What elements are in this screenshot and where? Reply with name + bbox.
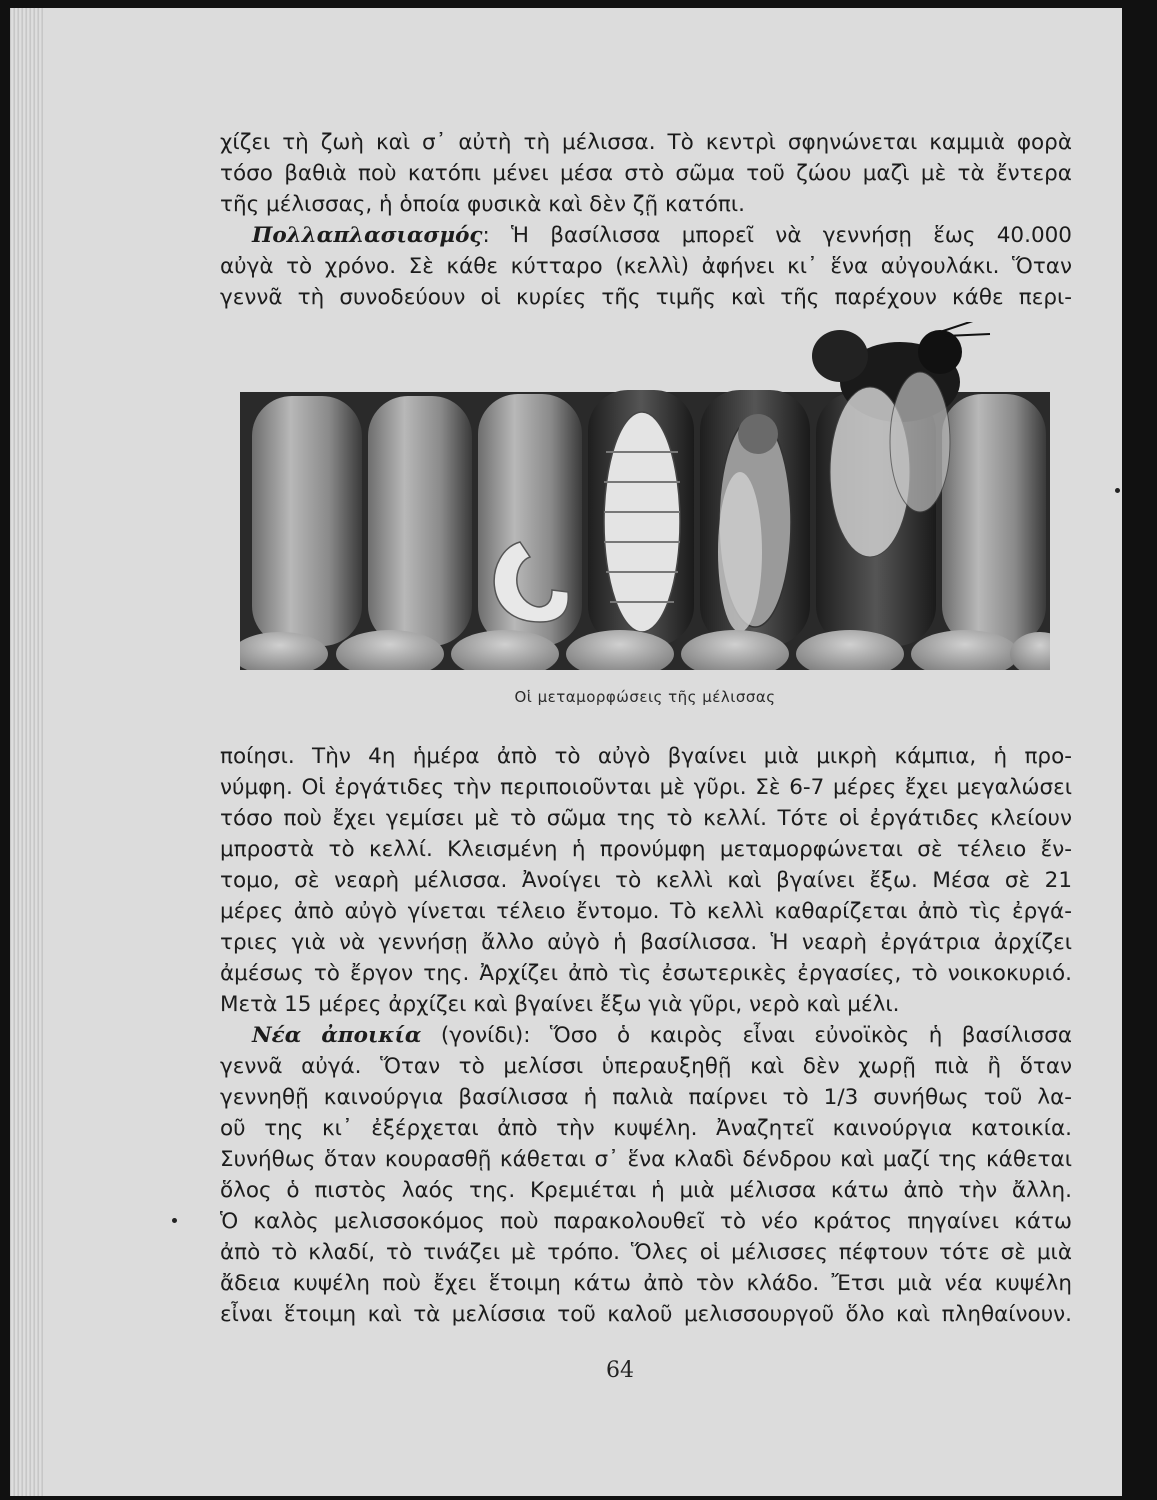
text-line: νύμφη. Οἱ ἐργάτιδες τὴν περιποιοῦνται μὲ γῦρι. Σὲ 6-7 μέρες ἔχει μεγαλώσει [220,775,1072,800]
text-line: Μετὰ 15 μέρες ἀρχίζει καὶ βγαίνει ἔξω γιὰ γῦρι, νερὸ καὶ μέλι. [220,992,900,1017]
prepupa-icon [604,412,680,632]
figure-caption: Οἱ μεταμορφώσεις τῆς μέλισσας [514,688,776,706]
text-line: τομο, σὲ νεαρὴ μέλισσα. Ἀνοίγει τὸ κελλὶ καὶ βγαίνει ἔξω. Μέσα σὲ 21 [220,868,1072,893]
text-line: Συνήθως ὅταν κουρασθῇ κάθεται σ᾽ ἕνα κλαδὶ δένδρου καὶ μαζί της κάθεται [220,1147,1072,1172]
middle-text [220,741,1072,1330]
text-line: ποίησι. Τὴν 4η ἡμέρα ἀπὸ τὸ αὐγὸ βγαίνει μιὰ μικρὴ κάμπια, ἡ προ- [220,744,1072,769]
top-text [220,127,1072,313]
text-line: εἶναι ἕτοιμη καὶ τὰ μελίσσια τοῦ καλοῦ μελισσουργοῦ ὅλο καὶ πληθαίνουν. [220,1302,1072,1327]
scan-speck [1115,488,1120,493]
section-heading-new-colony: Νέα ἀποικία [252,1023,422,1048]
text-line: (γονίδι): Ὅσο ὁ καιρὸς εἶναι εὐνοϊκὸς ἡ βασίλισσα [421,1023,1072,1048]
text-line: ἀπὸ τὸ κλαδί, τὸ τινάζει μὲ τρόπο. Ὅλες οἱ μέλισσες πέφτουν τότε σὲ μιὰ [220,1240,1072,1265]
scan-speck [172,1218,177,1223]
text-line: αὐγὰ τὸ χρόνο. Σὲ κάθε κύτταρο (κελλὶ) ἀφήνει κι᾽ ἕνα αὐγουλάκι. Ὅταν [220,254,1072,279]
text-line: ἄδεια κυψέλη ποὺ ἔχει ἕτοιμη κάτω ἀπὸ τὸν κλάδο. Ἔτσι μιὰ νέα κυψέλη [220,1271,1072,1296]
text-line: τόσο βαθιὰ ποὺ κατόπι μένει μέσα στὸ σῶμα τοῦ ζώου μαζὶ μὲ τὰ ἔντερα [220,161,1072,186]
text-line: γεννᾶ τὴ συνοδεύουν οἱ κυρίες τῆς τιμῆς καὶ τῆς παρέχουν κάθε περι- [220,285,1072,310]
text-line: γεννᾶ αὐγά. Ὅταν τὸ μελίσσι ὑπεραυξηθῇ καὶ δὲν χωρῇ πιὰ ἢ ὅταν [220,1054,1072,1079]
text-line: μπροστὰ τὸ κελλί. Κλεισμένη ἡ προνύμφη μεταμορφώνεται σὲ τέλειο ἔν- [220,837,1072,862]
text-line: ὅλος ὁ πιστὸς λαός της. Κρεμιέται ἡ μιὰ μέλισσα κάτω ἀπὸ τὴν ἄλλη. [220,1178,1072,1203]
section-heading-multiplication: Πολλαπλασιασμός [252,223,483,248]
text-line: γεννηθῇ καινούργια βασίλισσα ἡ παλιὰ παίρνει τὸ 1/3 συνήθως τοῦ λα- [220,1085,1072,1110]
text-line: ἀμέσως τὸ ἔργον της. Ἀρχίζει ἀπὸ τὶς ἐσωτερικὲς ἐργασίες, τὸ νοικοκυριό. [220,961,1072,986]
text-line: Ὁ καλὸς μελισσοκόμος ποὺ παρακολουθεῖ τὸ νέο κράτος πηγαίνει κάτω [220,1209,1072,1234]
bee-metamorphosis-illustration [240,322,1050,670]
text-line: τῆς μέλισσας, ἡ ὁποία φυσικὰ καὶ δὲν ζῇ κατόπι. [220,192,745,217]
section-colony-first-line [220,1020,1072,1051]
text-line: οῦ της κι᾽ ἐξέρχεται ἀπὸ τὴν κυψέλη. Ἀναζητεῖ καινούργια κατοικία. [220,1116,1072,1141]
text-line: μέρες ἀπὸ αὐγὸ γίνεται τέλειο ἔντομο. Τὸ κελλὶ καθαρίζεται ἀπὸ τὶς ἐργά- [220,899,1072,924]
page-stack-edge [10,8,44,1496]
text-line: : Ἡ βασίλισσα μπορεῖ νὰ γεννήσῃ ἕως 40.000 [482,223,1072,248]
text-line: τόσο ποὺ ἔχει γεμίσει μὲ τὸ σῶμα της τὸ κελλί. Τότε οἱ ἐργάτιδες κλείουν [220,806,1072,831]
section-multiplication-first-line [220,220,1072,251]
text-line: τριες γιὰ νὰ γεννήσῃ ἄλλο αὐγὸ ἡ βασίλισσα. Ἡ νεαρὴ ἐργάτρια ἀρχίζει [220,930,1072,955]
page-number: 64 [606,1358,634,1383]
text-line: χίζει τὴ ζωὴ καὶ σ᾽ αὐτὴ τὴ μέλισσα. Τὸ κεντρὶ σφηνώνεται καμμιὰ φορὰ [220,130,1072,155]
